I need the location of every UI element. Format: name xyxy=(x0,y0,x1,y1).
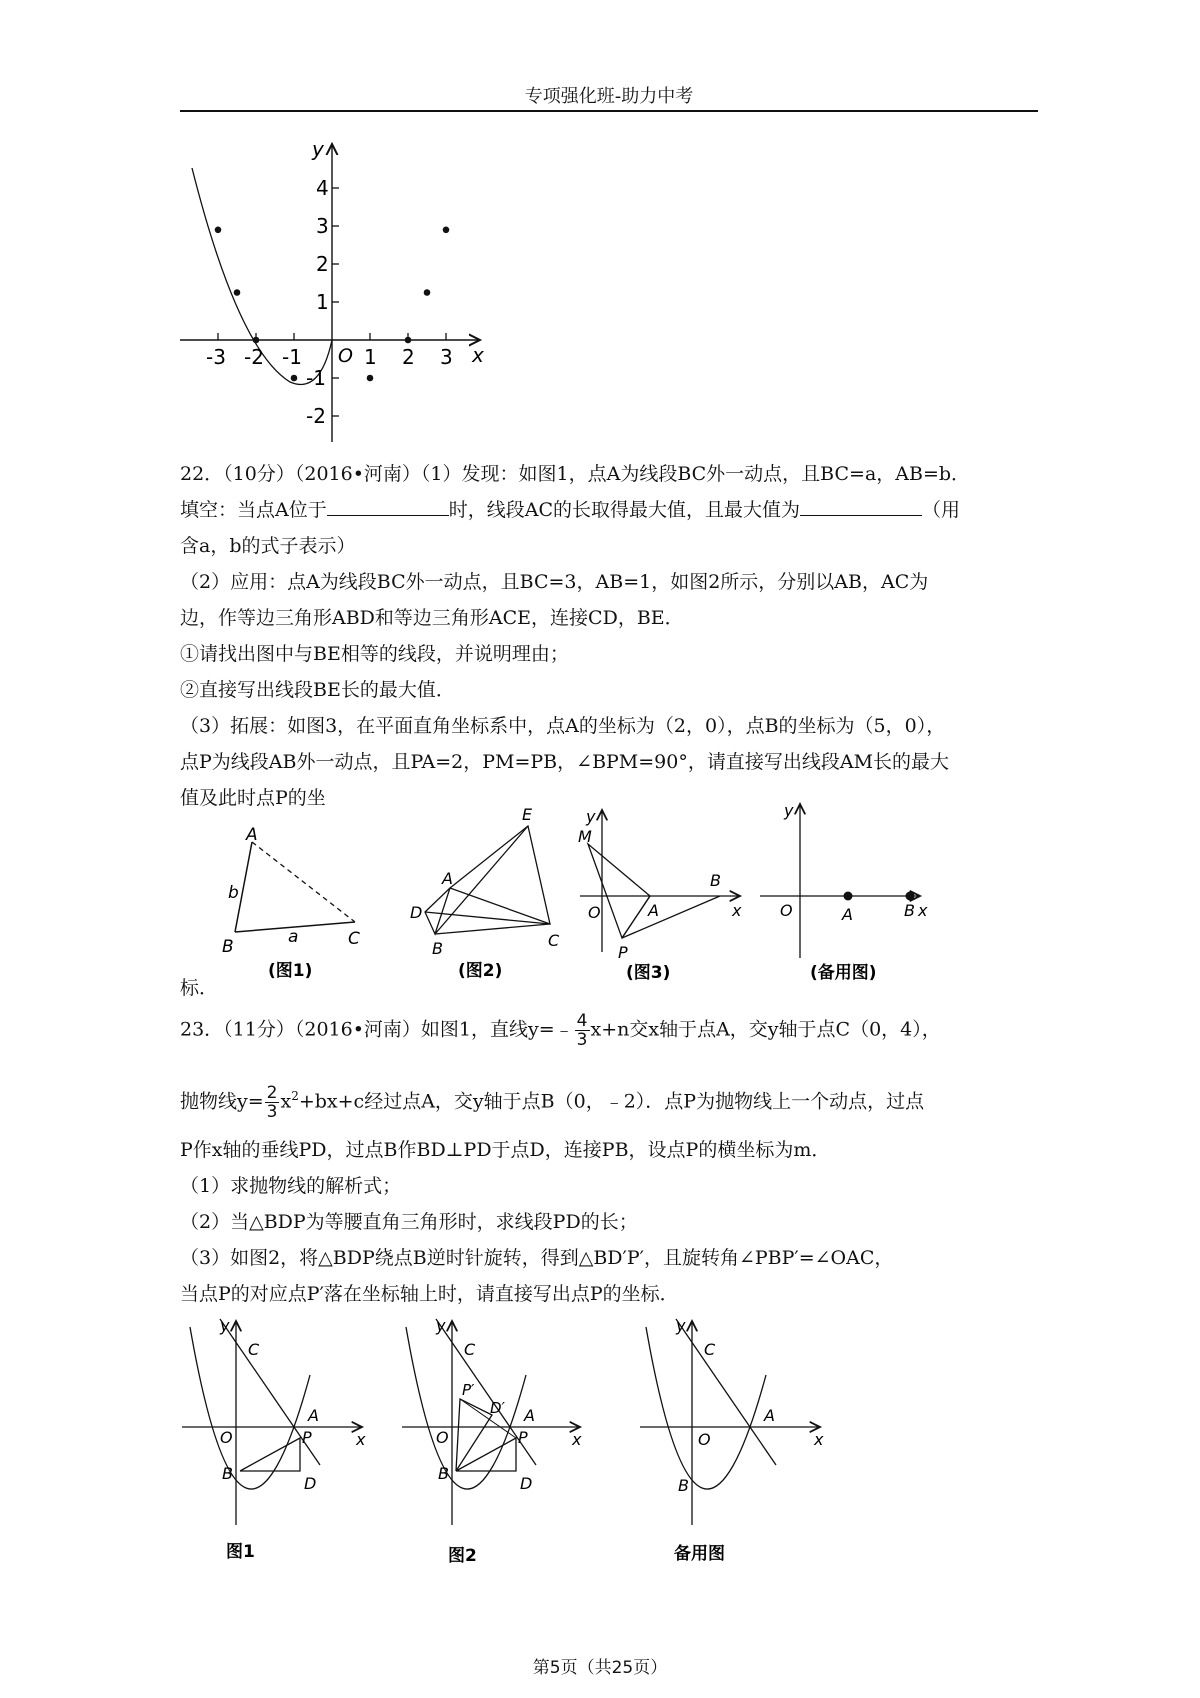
header-rule xyxy=(180,110,1038,112)
data-point xyxy=(405,337,412,344)
q22-line8: （3）拓展：如图3，在平面直角坐标系中，点A的坐标为（2，0），点B的坐标为（5，0）， xyxy=(180,715,946,737)
y-tick-label: 4 xyxy=(316,176,329,200)
q23-line4: （1）求抛物线的解析式； xyxy=(180,1175,402,1197)
x-tick-label: 3 xyxy=(440,345,453,369)
origin-label: O xyxy=(338,345,353,367)
svg-text:O: O xyxy=(220,1428,233,1447)
data-point xyxy=(234,289,241,296)
answer-blank-2 xyxy=(800,497,922,516)
fig2-caption: (图2) xyxy=(458,961,503,981)
svg-text:A: A xyxy=(764,1406,775,1425)
svg-text:x: x xyxy=(814,1430,824,1449)
answer-blank-1 xyxy=(327,497,449,516)
data-point xyxy=(253,337,260,344)
q22-line7: ②直接写出线段BE长的最大值． xyxy=(180,679,455,701)
q22-fig3 xyxy=(578,807,742,983)
q23-spare-fig xyxy=(640,1316,824,1564)
svg-text:A: A xyxy=(442,869,453,888)
q23-fig1-caption: 图1 xyxy=(226,1542,255,1562)
q22-fig2 xyxy=(410,805,560,981)
q23-line6: （3）如图2，将△BDP绕点B逆时针旋转，得到△BD′P′，且旋转角∠PBP′=∠OAC， xyxy=(180,1247,894,1269)
x-tick-label: -3 xyxy=(206,345,226,369)
data-point xyxy=(424,289,431,296)
function-graph xyxy=(180,137,500,450)
svg-text:C: C xyxy=(704,1340,716,1359)
svg-text:B: B xyxy=(438,1464,449,1483)
svg-text:B: B xyxy=(432,939,443,958)
q22-line2: 填空：当点A位于 时，线段AC的长取得最大值，且最大值为 （用 xyxy=(180,499,961,521)
svg-text:B: B xyxy=(222,1464,233,1483)
q23-fig2 xyxy=(402,1316,582,1566)
spare-fig-caption: (备用图) xyxy=(810,963,877,983)
data-point xyxy=(291,375,298,382)
svg-text:O: O xyxy=(588,903,601,922)
q23-spare-caption: 备用图 xyxy=(674,1544,725,1564)
q22-line10: 值及此时点P的坐 xyxy=(180,787,326,809)
svg-text:b: b xyxy=(228,883,239,903)
svg-text:x: x xyxy=(572,1430,582,1449)
svg-text:y: y xyxy=(676,1316,686,1335)
svg-text:x: x xyxy=(918,901,928,920)
svg-text:A: A xyxy=(524,1406,535,1425)
q22-line9: 点P为线段AB外一动点，且PA=2，PM=PB，∠BPM=90°，请直接写出线段AM长的最大 xyxy=(180,751,950,773)
svg-text:P: P xyxy=(618,943,628,962)
svg-text:D: D xyxy=(410,903,423,922)
svg-text:P: P xyxy=(518,1428,528,1447)
y-axis-label: y xyxy=(312,137,324,161)
data-point xyxy=(367,375,374,382)
y-tick-label: 1 xyxy=(316,290,329,314)
q22-line6: ①请找出图中与BE相等的线段，并说明理由； xyxy=(180,643,569,665)
svg-text:y: y xyxy=(586,807,596,826)
q23-fig1 xyxy=(182,1316,366,1562)
q22-spare-fig xyxy=(760,801,928,983)
x-axis-label: x xyxy=(472,343,484,367)
q23-line5: （2）当△BDP为等腰直角三角形时，求线段PD的长； xyxy=(180,1211,638,1233)
x-tick-label: 2 xyxy=(402,345,415,369)
svg-text:y: y xyxy=(784,801,794,820)
svg-text:A: A xyxy=(246,825,258,845)
svg-text:E: E xyxy=(522,805,533,824)
svg-text:A: A xyxy=(842,905,853,924)
q22-line4: （2）应用：点A为线段BC外一动点，且BC=3，AB=1，如图2所示，分别以AB，AC为 xyxy=(180,571,929,593)
svg-text:O: O xyxy=(436,1428,449,1447)
svg-text:O: O xyxy=(780,901,793,920)
svg-text:B: B xyxy=(710,871,721,890)
data-point xyxy=(215,227,222,234)
svg-text:M: M xyxy=(578,827,592,846)
x-tick-label: 1 xyxy=(364,345,377,369)
svg-text:B: B xyxy=(222,937,234,957)
svg-text:x: x xyxy=(356,1430,366,1449)
q23-fig2-caption: 图2 xyxy=(448,1546,477,1566)
svg-text:y: y xyxy=(220,1316,230,1335)
svg-text:y: y xyxy=(436,1316,446,1335)
q23-line1: 23．（11分）（2016•河南）如图1，直线y=﹣ $\frac{4}{3}$ x+n交x轴于点A，交y轴于点C（0，4）， xyxy=(180,1011,941,1050)
svg-text:C: C xyxy=(548,931,560,950)
svg-text:P′: P′ xyxy=(462,1381,475,1399)
q22-line11: 标． xyxy=(180,977,219,999)
q23-line2: 抛物线y= $\frac{2}{3}$ $x^2+bx+c$经过点A，交y轴于点B（0，﹣2）．点P为抛物线上一个动点，过点 xyxy=(180,1082,925,1122)
page-footer: 第5页（共25页） xyxy=(532,1658,668,1678)
svg-text:D′: D′ xyxy=(490,1399,505,1417)
q22-line5: 边，作等边三角形ABD和等边三角形ACE，连接CD，BE． xyxy=(180,607,684,629)
y-tick-label: 3 xyxy=(316,214,329,238)
fig1-caption: (图1) xyxy=(268,961,313,981)
x-tick-label: -2 xyxy=(244,345,264,369)
y-tick-label: -1 xyxy=(306,366,326,390)
svg-text:A: A xyxy=(308,1406,319,1425)
data-point xyxy=(443,227,450,234)
svg-text:x: x xyxy=(732,901,742,920)
q22-figures xyxy=(180,800,980,990)
q23-line3: P作x轴的垂线PD，过点B作BD⊥PD于点D，连接PB，设点P的横坐标为m． xyxy=(180,1139,831,1161)
svg-text:C: C xyxy=(348,929,360,949)
svg-text:D: D xyxy=(304,1474,317,1493)
q23-figures xyxy=(180,1315,880,1615)
svg-text:C: C xyxy=(248,1340,260,1359)
y-tick-label: 2 xyxy=(316,252,329,276)
svg-text:B: B xyxy=(678,1476,689,1495)
svg-text:B: B xyxy=(904,901,915,920)
svg-text:A: A xyxy=(648,901,659,920)
svg-text:O: O xyxy=(698,1430,711,1449)
y-tick-label: -2 xyxy=(306,404,326,428)
x-tick-label: -1 xyxy=(282,345,302,369)
q22-line1: 22．（10分）（2016•河南）（1）发现：如图1，点A为线段BC外一动点，且BC=a，AB=b． xyxy=(180,463,971,485)
svg-text:a: a xyxy=(288,927,299,947)
svg-text:C: C xyxy=(464,1340,476,1359)
fig3-caption: (图3) xyxy=(626,963,671,983)
svg-text:P: P xyxy=(302,1428,312,1447)
q22-line3: 含a，b的式子表示） xyxy=(180,535,356,557)
svg-text:D: D xyxy=(520,1474,533,1493)
q22-fig1 xyxy=(222,825,360,981)
q23-line7: 当点P的对应点P′落在坐标轴上时，请直接写出点P的坐标． xyxy=(180,1283,679,1305)
page-header-title: 专项强化班-助力中考 xyxy=(524,86,694,107)
